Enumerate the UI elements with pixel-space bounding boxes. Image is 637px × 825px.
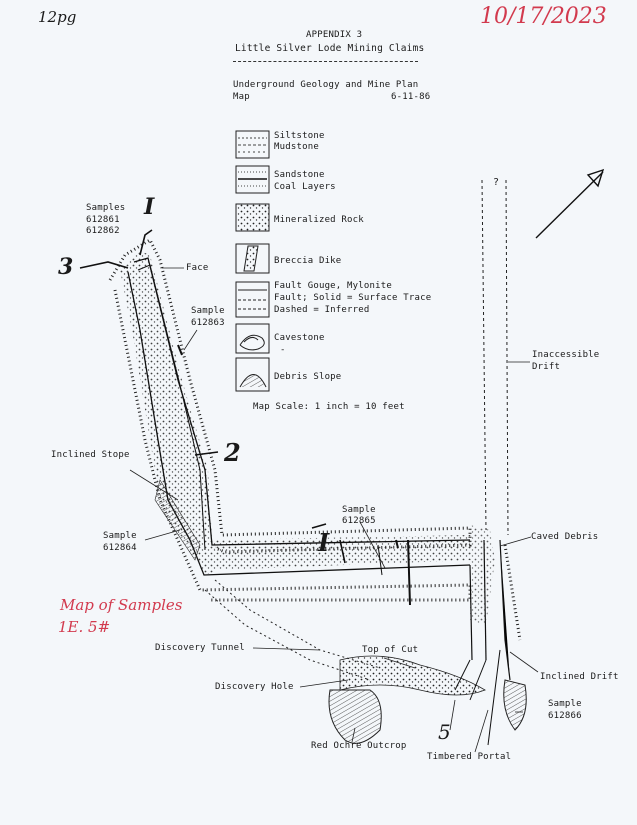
label-inclined-drift: Inclined Drift bbox=[540, 672, 619, 682]
legend-mudstone: Mudstone bbox=[274, 142, 319, 152]
map-label: Map bbox=[233, 92, 250, 102]
map-scale: Map Scale: 1 inch = 10 feet bbox=[253, 402, 405, 412]
legend-fault-gouge: Fault Gouge, Mylonite bbox=[274, 281, 392, 291]
label-caved-debris: Caved Debris bbox=[531, 532, 599, 542]
label-timbered-portal: Timbered Portal bbox=[427, 752, 512, 762]
legend-siltstone: Siltstone bbox=[274, 131, 325, 141]
document-title: Little Silver Lode Mining Claims bbox=[235, 43, 425, 54]
label-sample-c: Sample bbox=[342, 505, 376, 515]
handwritten-marks bbox=[80, 230, 345, 563]
drift-question-mark: ? bbox=[493, 177, 500, 188]
label-discovery-hole: Discovery Hole bbox=[215, 682, 294, 692]
legend-debris-slope: Debris Slope bbox=[274, 372, 342, 382]
label-sample-612866: 612866 bbox=[548, 711, 582, 721]
legend-symbols bbox=[236, 131, 269, 391]
map-date: 6-11-86 bbox=[391, 92, 431, 102]
label-top-of-cut: Top of Cut bbox=[362, 645, 419, 655]
north-arrow-icon bbox=[536, 170, 603, 238]
label-inaccessible: Inaccessible bbox=[532, 350, 600, 360]
label-red-ochre-outcrop: Red Ochre Outcrop bbox=[311, 741, 407, 751]
handwritten-mark-3: 3 bbox=[58, 254, 74, 280]
appendix-label: APPENDIX 3 bbox=[306, 30, 363, 40]
label-discovery-tunnel: Discovery Tunnel bbox=[155, 643, 245, 653]
legend-cavestone-dash: - bbox=[280, 345, 286, 355]
handwritten-mark-1-mid: I bbox=[318, 528, 330, 557]
label-sample-612863: 612863 bbox=[191, 318, 225, 328]
handwritten-mark-1: I bbox=[144, 194, 155, 220]
label-sample-b: Sample bbox=[103, 531, 137, 541]
legend-fault-dashed: Dashed = Inferred bbox=[274, 305, 370, 315]
label-inclined-stope: Inclined Stope bbox=[51, 450, 130, 460]
title-divider bbox=[233, 61, 418, 62]
legend-coal-layers: Coal Layers bbox=[274, 182, 336, 192]
handwritten-mark-2: 2 bbox=[224, 438, 241, 467]
label-drift: Drift bbox=[532, 362, 561, 372]
date-note: 10/17/2023 bbox=[480, 4, 607, 29]
sample-count-note: 1E. 5# bbox=[58, 618, 111, 636]
legend-breccia-dike: Breccia Dike bbox=[274, 256, 342, 266]
label-sample-612865: 612865 bbox=[342, 516, 376, 526]
label-face: Face bbox=[186, 263, 209, 273]
label-sample-612861: 612861 bbox=[86, 215, 120, 225]
legend-mineralized-rock: Mineralized Rock bbox=[274, 215, 364, 225]
map-of-samples-note: Map of Samples bbox=[60, 596, 183, 614]
label-sample-a: Sample bbox=[191, 306, 225, 316]
legend-cavestone: Cavestone bbox=[274, 333, 325, 343]
handwritten-mark-5: 5 bbox=[438, 720, 451, 744]
legend-sandstone: Sandstone bbox=[274, 170, 325, 180]
map-title: Underground Geology and Mine Plan bbox=[233, 80, 419, 90]
label-sample-612864: 612864 bbox=[103, 543, 137, 553]
label-sample-d: Sample bbox=[548, 699, 582, 709]
label-sample-612862: 612862 bbox=[86, 226, 120, 236]
legend-fault-solid: Fault; Solid = Surface Trace bbox=[274, 293, 432, 303]
page-count-note: 12pg bbox=[38, 8, 77, 26]
label-samples-top: Samples bbox=[86, 203, 126, 213]
